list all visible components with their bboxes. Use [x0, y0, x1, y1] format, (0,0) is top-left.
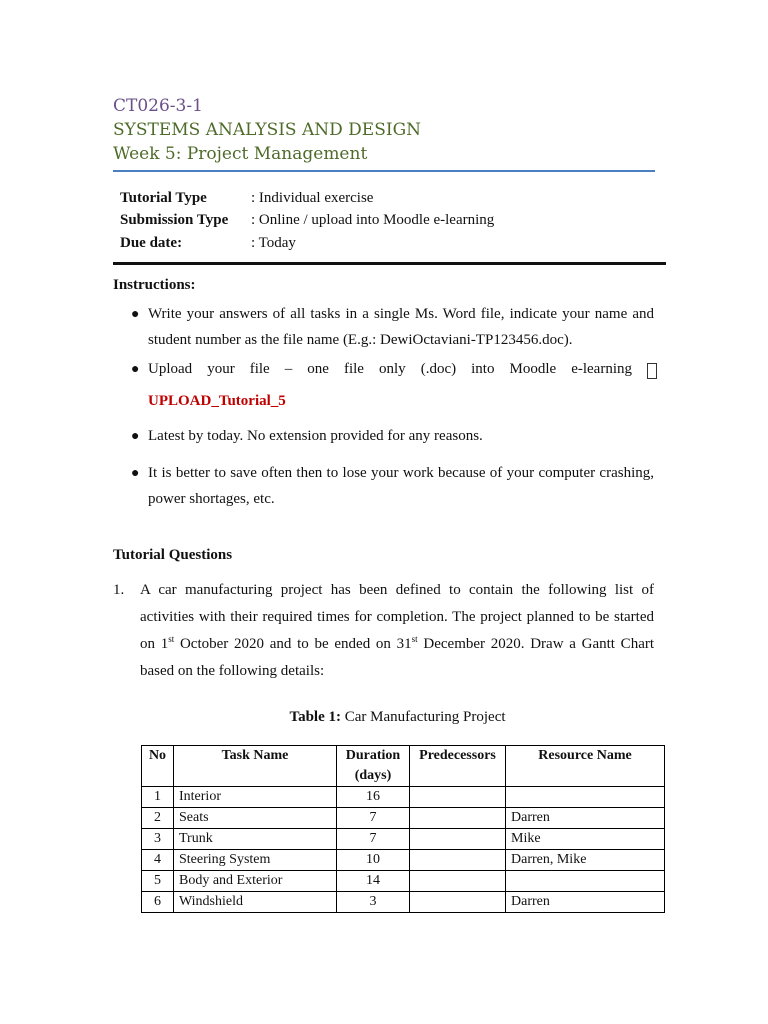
course-code: CT026-3-1 [113, 96, 203, 116]
q1-text-c: December 2020. Draw a Gantt Chart [417, 636, 655, 652]
cell-resource: Darren [506, 808, 665, 829]
cell-predecessors [410, 892, 506, 913]
question-1-line-1: A car manufacturing project has been defined to contain the following list of [140, 582, 654, 598]
instruction-1-line-1: Write your answers of all tasks in a single Ms. Word file, indicate your name and [148, 306, 654, 322]
q1-text-a: on 1 [140, 636, 169, 652]
cell-task: Windshield [174, 892, 337, 913]
cell-predecessors [410, 787, 506, 808]
questions-heading: Tutorial Questions [113, 547, 233, 563]
cell-no: 5 [142, 871, 174, 892]
cell-duration: 7 [337, 829, 410, 850]
instruction-4-line-2: power shortages, etc. [148, 491, 275, 507]
cell-predecessors [410, 829, 506, 850]
table-row [142, 871, 665, 892]
meta-label: Tutorial Type [120, 190, 207, 206]
instruction-4-line-1: It is better to save often then to lose your work because of your computer crashing, [148, 465, 654, 481]
task-table [141, 745, 665, 913]
cell-no: 2 [142, 808, 174, 829]
cell-resource: Mike [506, 829, 665, 850]
bullet-icon: ● [131, 429, 140, 444]
meta-value: : Today [251, 235, 296, 251]
instruction-1-line-2: student number as the file name (E.g.: DewiOctaviani-TP123456.doc). [148, 332, 573, 348]
bullet-icon: ● [131, 307, 140, 322]
question-1-line-4: based on the following details: [140, 663, 325, 679]
cell-predecessors [410, 808, 506, 829]
bullet-icon: ● [131, 466, 140, 481]
q1-text-b: October 2020 and to be ended on 31 [174, 636, 412, 652]
arrow-icon [647, 363, 657, 379]
header-duration-line2: (days) [354, 768, 392, 783]
course-name: SYSTEMS ANALYSIS AND DESIGN [113, 120, 422, 140]
table-caption-label: Table 1: [289, 709, 341, 725]
cell-task: Body and Exterior [174, 871, 337, 892]
cell-no: 3 [142, 829, 174, 850]
cell-duration: 14 [337, 871, 410, 892]
cell-task: Steering System [174, 850, 337, 871]
cell-task: Interior [174, 787, 337, 808]
bullet-icon: ● [131, 362, 140, 377]
cell-task: Trunk [174, 829, 337, 850]
week-title: Week 5: Project Management [113, 144, 368, 164]
instruction-3: Latest by today. No extension provided for any reasons. [148, 428, 483, 444]
instructions-heading: Instructions: [113, 277, 196, 293]
cell-resource: Darren [506, 892, 665, 913]
cell-no: 1 [142, 787, 174, 808]
table-row [142, 850, 665, 871]
table-row [142, 787, 665, 808]
table-caption-text: Car Manufacturing Project [341, 709, 506, 725]
meta-divider [113, 262, 666, 265]
instruction-2-line-1: Upload your file – one file only (.doc) into Moodle e-learning [148, 361, 632, 377]
meta-label: Due date: [120, 235, 183, 251]
cell-duration: 7 [337, 808, 410, 829]
cell-predecessors [410, 871, 506, 892]
header-task-name: Task Name [174, 746, 337, 787]
cell-duration: 16 [337, 787, 410, 808]
header-duration [337, 746, 410, 787]
header-duration-line1: Duration [345, 748, 401, 763]
question-1-line-2: activities with their required times for completion. The project planned to be started [140, 609, 654, 625]
cell-duration: 3 [337, 892, 410, 913]
meta-value: : Online / upload into Moodle e-learning [251, 212, 495, 228]
cell-duration: 10 [337, 850, 410, 871]
table-row [142, 829, 665, 850]
cell-task: Seats [174, 808, 337, 829]
table-row [142, 892, 665, 913]
header-no: No [142, 746, 174, 787]
header-resource-name: Resource Name [506, 746, 665, 787]
question-number: 1. [113, 582, 125, 598]
cell-resource [506, 787, 665, 808]
cell-resource [506, 871, 665, 892]
upload-link[interactable]: UPLOAD_Tutorial_5 [148, 393, 286, 409]
cell-resource: Darren, Mike [506, 850, 665, 871]
table-caption [0, 709, 768, 726]
table-row [142, 808, 665, 829]
q1-sup-2: st [411, 634, 418, 644]
header-predecessors: Predecessors [410, 746, 506, 787]
meta-label: Submission Type [120, 212, 229, 228]
question-1-line-3 [140, 636, 654, 653]
q1-sup-1: st [168, 634, 175, 644]
cell-no: 4 [142, 850, 174, 871]
cell-no: 6 [142, 892, 174, 913]
meta-value: : Individual exercise [251, 190, 374, 206]
cell-predecessors [410, 850, 506, 871]
header-divider [113, 170, 655, 172]
table-header-row [142, 746, 665, 787]
